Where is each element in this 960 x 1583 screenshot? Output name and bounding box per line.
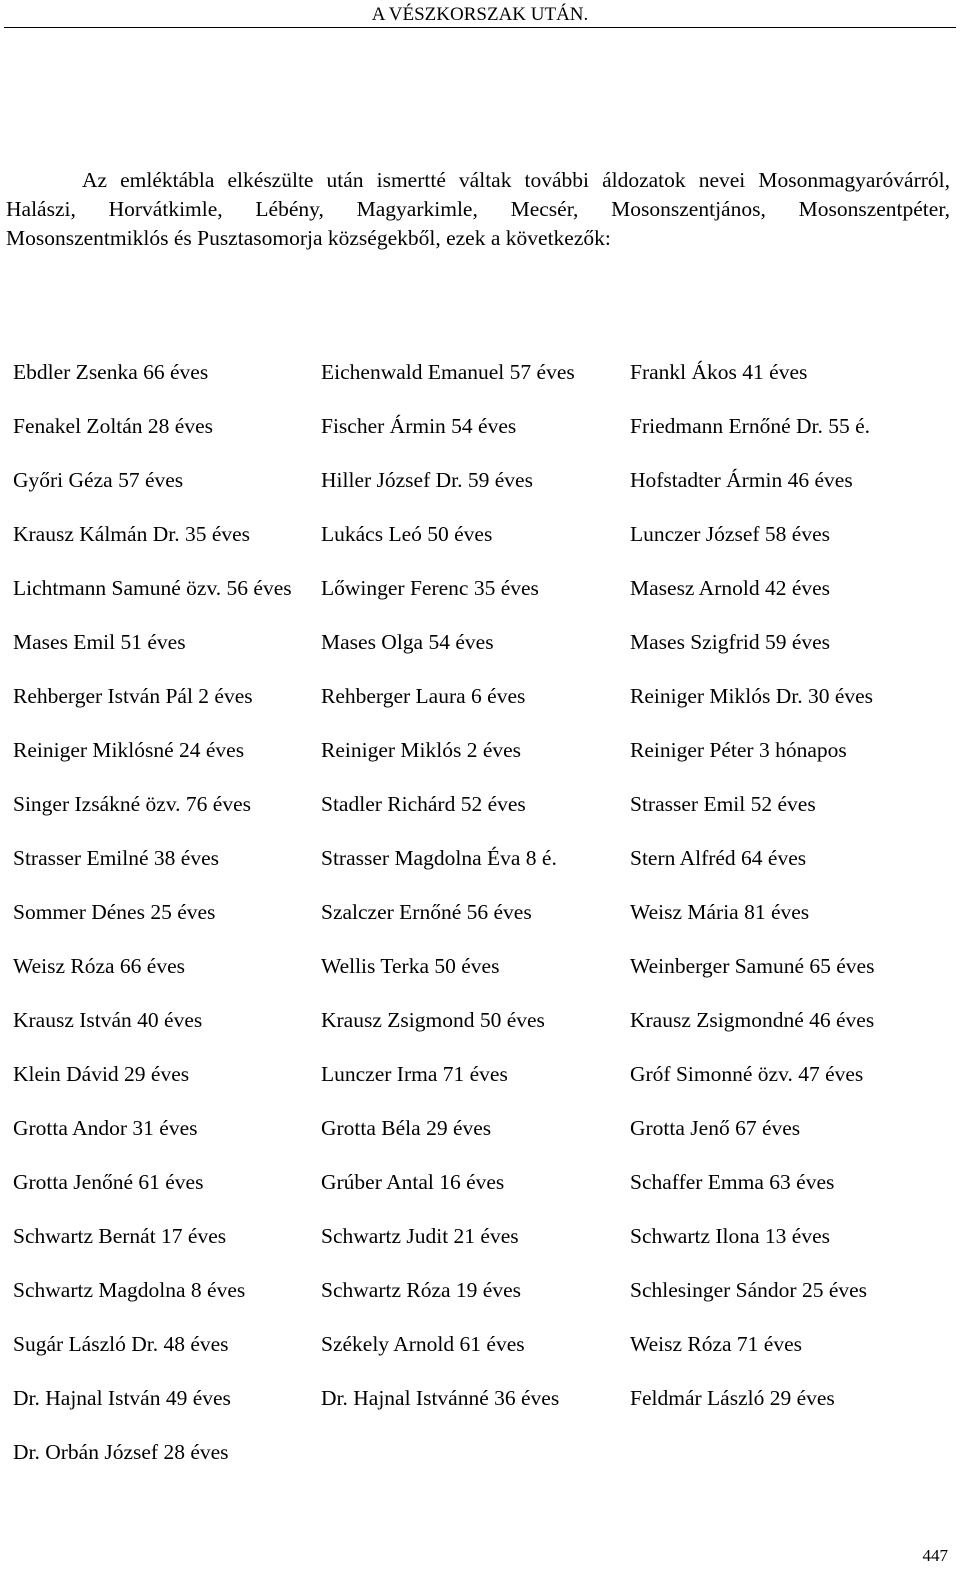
name-entry: Eichenwald Emanuel 57 éves [321, 360, 575, 384]
row-spacer-cell [13, 1142, 950, 1168]
row-spacer [13, 710, 950, 736]
row-spacer-cell [13, 980, 950, 1006]
name-entry: Wellis Terka 50 éves [321, 954, 500, 978]
row-spacer-cell [13, 386, 950, 412]
row-spacer [13, 1196, 950, 1222]
victims-names-table [13, 358, 950, 1466]
name-entry [321, 1438, 630, 1466]
table-row [13, 358, 950, 386]
name-entry: Fischer Ármin 54 éves [321, 414, 517, 438]
running-title: A VÉSZKORSZAK UTÁN. [371, 4, 589, 25]
name-entry: Schwartz Judit 21 éves [321, 1224, 519, 1248]
row-spacer-cell [13, 656, 950, 682]
name-entry: Lunczer József 58 éves [630, 522, 830, 546]
table-row [13, 412, 950, 440]
name-entry: Stern Alfréd 64 éves [630, 846, 807, 870]
row-spacer [13, 872, 950, 898]
row-spacer [13, 386, 950, 412]
table-row [13, 574, 950, 602]
name-entry: Ebdler Zsenka 66 éves [13, 360, 209, 384]
name-entry: Krausz Zsigmondné 46 éves [630, 1008, 875, 1032]
name-entry: Schwartz Ilona 13 éves [630, 1224, 830, 1248]
name-entry: Sugár László Dr. 48 éves [13, 1332, 229, 1356]
row-spacer-cell [13, 1250, 950, 1276]
name-entry: Singer Izsákné özv. 76 éves [13, 792, 252, 816]
name-entry: Dr. Orbán József 28 éves [13, 1440, 229, 1464]
name-entry: Rehberger Laura 6 éves [321, 684, 526, 708]
name-entry: Mases Olga 54 éves [321, 630, 494, 654]
name-entry: Szalczer Ernőné 56 éves [321, 900, 532, 924]
name-entry: Strasser Emil 52 éves [630, 792, 816, 816]
row-spacer [13, 1088, 950, 1114]
row-spacer [13, 1412, 950, 1438]
row-spacer [13, 602, 950, 628]
table-row [13, 1330, 950, 1358]
row-spacer-cell [13, 872, 950, 898]
name-entry: Strasser Magdolna Éva 8 é. [321, 846, 557, 870]
row-spacer [13, 494, 950, 520]
name-entry: Lunczer Irma 71 éves [321, 1062, 508, 1086]
name-entry: Lukács Leó 50 éves [321, 522, 493, 546]
name-entry: Krausz István 40 éves [13, 1008, 203, 1032]
row-spacer-cell [13, 1034, 950, 1060]
row-spacer [13, 1142, 950, 1168]
table-row [13, 898, 950, 926]
name-entry: Grotta Andor 31 éves [13, 1116, 198, 1140]
table-row [13, 1438, 950, 1466]
table-row [13, 1114, 950, 1142]
table-row [13, 1168, 950, 1196]
row-spacer-cell [13, 818, 950, 844]
intro-paragraph: Az emléktábla elkészülte után ismertté váltak további áldozatok nevei Mosonmagyaróvárról, Halászi, Horvátkimle, Lébény, Magyarkimle, Mecsér, Mosonszentjános, Mosonszentpéter, Mosonszentmiklós és Pusztasomorja községekből, ezek a következők: [6, 168, 950, 250]
name-entry: Gróf Simonné özv. 47 éves [630, 1062, 864, 1086]
row-spacer-cell [13, 1088, 950, 1114]
name-entry: Weinberger Samuné 65 éves [630, 954, 875, 978]
name-entry: Lőwinger Ferenc 35 éves [321, 576, 539, 600]
page-number: 447 [922, 1546, 948, 1565]
row-spacer [13, 656, 950, 682]
row-spacer [13, 1304, 950, 1330]
table-row [13, 1060, 950, 1088]
name-entry: Klein Dávid 29 éves [13, 1062, 190, 1086]
table-row [13, 682, 950, 710]
table-row [13, 790, 950, 818]
name-entry: Grotta Béla 29 éves [321, 1116, 492, 1140]
row-spacer [13, 1358, 950, 1384]
name-entry: Dr. Hajnal István 49 éves [13, 1386, 231, 1410]
name-entry: Hofstadter Ármin 46 éves [630, 468, 853, 492]
name-entry [630, 1438, 950, 1466]
name-entry: Grotta Jenőné 61 éves [13, 1170, 204, 1194]
name-entry: Weisz Róza 66 éves [13, 954, 185, 978]
names-table-body [13, 358, 950, 1466]
name-entry: Weisz Mária 81 éves [630, 900, 810, 924]
row-spacer-cell [13, 1304, 950, 1330]
row-spacer-cell [13, 710, 950, 736]
name-entry: Krausz Kálmán Dr. 35 éves [13, 522, 251, 546]
table-row [13, 1006, 950, 1034]
table-row [13, 628, 950, 656]
name-entry: Schlesinger Sándor 25 éves [630, 1278, 868, 1302]
name-entry: Friedmann Ernőné Dr. 55 é. [630, 414, 871, 438]
name-entry: Reiniger Miklós Dr. 30 éves [630, 684, 874, 708]
name-entry: Stadler Richárd 52 éves [321, 792, 526, 816]
table-row [13, 466, 950, 494]
name-entry: Mases Emil 51 éves [13, 630, 186, 654]
name-entry: Schaffer Emma 63 éves [630, 1170, 835, 1194]
name-entry: Masesz Arnold 42 éves [630, 576, 831, 600]
name-entry: Sommer Dénes 25 éves [13, 900, 216, 924]
table-row [13, 520, 950, 548]
name-entry: Győri Géza 57 éves [13, 468, 184, 492]
name-entry: Hiller József Dr. 59 éves [321, 468, 533, 492]
name-entry: Strasser Emilné 38 éves [13, 846, 219, 870]
name-entry: Dr. Hajnal Istvánné 36 éves [321, 1386, 560, 1410]
row-spacer-cell [13, 926, 950, 952]
row-spacer [13, 818, 950, 844]
row-spacer-cell [13, 1412, 950, 1438]
name-entry: Schwartz Bernát 17 éves [13, 1224, 227, 1248]
row-spacer-cell [13, 494, 950, 520]
table-row [13, 952, 950, 980]
row-spacer-cell [13, 764, 950, 790]
name-entry: Mases Szigfrid 59 éves [630, 630, 831, 654]
name-entry: Székely Arnold 61 éves [321, 1332, 525, 1356]
name-entry: Fenakel Zoltán 28 éves [13, 414, 214, 438]
name-entry: Reiniger Péter 3 hónapos [630, 738, 847, 762]
row-spacer [13, 926, 950, 952]
name-entry: Krausz Zsigmond 50 éves [321, 1008, 545, 1032]
table-row [13, 1276, 950, 1304]
row-spacer [13, 980, 950, 1006]
table-row [13, 736, 950, 764]
name-entry: Reiniger Miklósné 24 éves [13, 738, 245, 762]
row-spacer-cell [13, 440, 950, 466]
name-entry: Reiniger Miklós 2 éves [321, 738, 522, 762]
row-spacer [13, 1034, 950, 1060]
name-entry: Weisz Róza 71 éves [630, 1332, 802, 1356]
row-spacer-cell [13, 1196, 950, 1222]
name-entry: Grúber Antal 16 éves [321, 1170, 505, 1194]
table-row [13, 844, 950, 872]
row-spacer-cell [13, 548, 950, 574]
row-spacer [13, 764, 950, 790]
table-row [13, 1384, 950, 1412]
name-entry: Grotta Jenő 67 éves [630, 1116, 801, 1140]
table-row [13, 1222, 950, 1250]
row-spacer-cell [13, 602, 950, 628]
name-entry: Schwartz Magdolna 8 éves [13, 1278, 246, 1302]
name-entry: Frankl Ákos 41 éves [630, 360, 808, 384]
row-spacer [13, 548, 950, 574]
header-rule [4, 27, 956, 28]
row-spacer-cell [13, 1358, 950, 1384]
name-entry: Schwartz Róza 19 éves [321, 1278, 521, 1302]
name-entry: Feldmár László 29 éves [630, 1386, 835, 1410]
row-spacer [13, 440, 950, 466]
name-entry: Rehberger István Pál 2 éves [13, 684, 253, 708]
row-spacer [13, 1250, 950, 1276]
name-entry: Lichtmann Samuné özv. 56 éves [13, 576, 292, 600]
